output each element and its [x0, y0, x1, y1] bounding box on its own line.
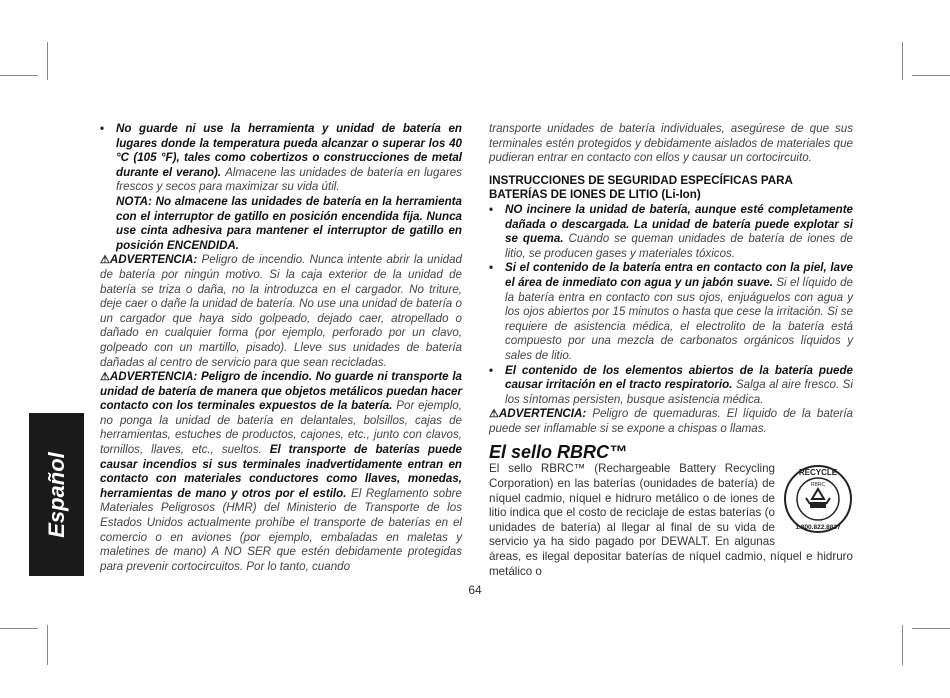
section-title: El sello RBRC™: [489, 442, 628, 463]
warning-paragraph: [100, 370, 462, 574]
continued-paragraph: transporte unidades de batería individuales, asegúrese de que sus terminales estén protegidos y debidamente aislados de materiales que pudieran entrar en contacto con ellos y causar un cortocircuito.: [489, 122, 853, 165]
note-text: NOTA: No almacene las unidades de batería en la herramienta con el interruptor de gatillo en posición encendida fija. Nunca use cinta adhesiva para mantener el interruptor de gatillo en posición ENCENDIDA.: [116, 194, 462, 252]
warning-text: Peligro de incendio. Nunca intente abrir la unidad de batería por ningún motivo. Si la caja exterior de la unidad de batería se triza o daña, no la introduzca en el cargador. No triture, deje caer o dañe la unidad de batería. No use una unidad de batería o un cargador que haya sido golpeado, dejado caer, atropellado o dañado en cualquier forma (por ejemplo, perforado por un clavo, golpeado con un martillo, pisado). Lleve sus unidades de batería dañadas al centro de servicio para que sean recicladas.: [100, 253, 462, 369]
section-heading: INSTRUCCIONES DE SEGURIDAD ESPECÍFICAS PARA BATERÍAS DE IONES DE LITIO (Li-Ion): [489, 173, 793, 202]
bullet-bold-text: No guarde ni use la herramienta y unidad de batería en lugares donde la temperatura pueda alcanzar o superar los 40 °C (105 °F), tales como cobertizos o construcciones de metal durante el verano).: [116, 122, 462, 179]
bullet-bold-text: Si el contenido de la batería entra en contacto con la piel, lave el área de inmediato con agua y un jabón suave.: [505, 261, 853, 289]
seal-phone-text: 1.800.822.8837: [795, 524, 841, 532]
rbrc-paragraph: [489, 462, 853, 579]
language-tab: [29, 413, 84, 576]
crop-mark: [902, 625, 903, 665]
bullet-text: Almacene las unidades de batería en lugares frescos y secos para maximizar su vida útil.: [116, 165, 462, 194]
crop-mark: [0, 628, 38, 629]
bullet-text: Salga al aire fresco. Si los síntomas persisten, busque asistencia médica.: [505, 378, 853, 406]
crop-mark: [47, 42, 48, 80]
page-number: 64: [468, 583, 482, 597]
warning-paragraph: [489, 407, 853, 436]
crop-mark: [912, 628, 950, 629]
warning-text: El Reglamento sobre Materiales Peligrosos (HMR) del Ministerio de Transporte de los Estados Unidos actualmente prohíbe el transporte de baterías en el comercio o en aviones (por ejemplo, embaladas en maletas y maletines de mano) A NO SER que estén debidamente protegidas para prevenir cortocircuitos. Por lo tanto, cuando: [100, 486, 462, 573]
bullet-icon: •: [489, 202, 494, 216]
warning-triangle-icon: ⚠: [100, 371, 110, 384]
seal-top-text: RECYCLE: [798, 468, 838, 478]
bullet-icon: •: [100, 122, 105, 135]
warning-label: ADVERTENCIA:: [498, 407, 587, 421]
bullet-bold-text: El contenido de los elementos abiertos de la batería puede causar irritación en el tracto respiratorio.: [505, 363, 853, 392]
crop-mark: [0, 75, 38, 76]
bullet-text: Cuando se queman unidades de batería de iones de litio, se producen gases y materiales tóxicos.: [505, 232, 853, 260]
warning-paragraph: [100, 253, 462, 370]
bullet-icon: •: [489, 363, 494, 377]
warning-bold-text: El transporte de baterías puede causar incendios si sus terminales inadvertidamente entran en contacto con materiales conductores como llaves, monedas, herramientas de mano y otros por el estilo.: [100, 443, 463, 500]
warning-text: Por ejemplo, no ponga la unidad de batería en delantales, bolsillos, cajas de herramientas, estuches de productos, cajones, etc., junto con clavos, tornillos, llaves, etc., sueltos.: [100, 399, 462, 457]
list-item: [489, 261, 853, 363]
list-item: [489, 364, 853, 408]
warning-label: ADVERTENCIA:: [109, 253, 198, 267]
rbrc-text: El sello RBRC™ (Rechargeable Battery Recycling Corporation) en las baterías (ounidades de batería) de níquel cadmio, níquel e hidruro metálico o de iones de litio indica que el costo de reciclaje de estas baterías (o unidades de batería) al llegar al final de su vida de servicio ya ha sido pagado por DEWALT. En algunas áreas, es ilegal depositar baterías de níquel cadmio, níquel e hidruro metálico o: [489, 462, 853, 578]
warning-triangle-icon: ⚠: [100, 254, 110, 267]
right-column: [489, 122, 853, 579]
seal-mid-text: RBRC: [810, 482, 826, 489]
bullet-icon: •: [489, 261, 494, 275]
note-paragraph: [100, 195, 462, 253]
crop-mark: [47, 625, 48, 665]
rbrc-recycle-seal-icon: [783, 464, 853, 534]
crop-mark: [902, 42, 903, 80]
warning-bold-text: ADVERTENCIA: Peligro de incendio. No guarde ni transporte la unidad de batería de manera que objetos metálicos puedan hacer contacto con los terminales expuestos de la batería.: [100, 370, 462, 413]
bullet-bold-text: NO incinere la unidad de batería, aunque esté completamente dañada o descargada. La unidad de batería puede explotar si se quema.: [505, 202, 853, 246]
list-item: [100, 122, 462, 195]
left-column: [100, 122, 462, 574]
warning-triangle-icon: ⚠: [489, 408, 499, 421]
crop-mark: [912, 75, 950, 76]
language-tab-label: Español: [43, 451, 69, 538]
list-item: [489, 203, 853, 261]
bullet-text: Si el líquido de la batería entra en contacto con sus ojos, enjuáguelos con agua y los ojos abiertos por 15 minutos o hasta que cese la irritación. Si se requiere de asistencia médica, el electrolito de la batería está compuesto por una mezcla de carbonatos orgánicos líquidos y sales de litio.: [505, 275, 853, 362]
warning-text: Peligro de quemaduras. El líquido de la batería puede ser inflamable si se expone a chispas o llamas.: [489, 407, 853, 435]
